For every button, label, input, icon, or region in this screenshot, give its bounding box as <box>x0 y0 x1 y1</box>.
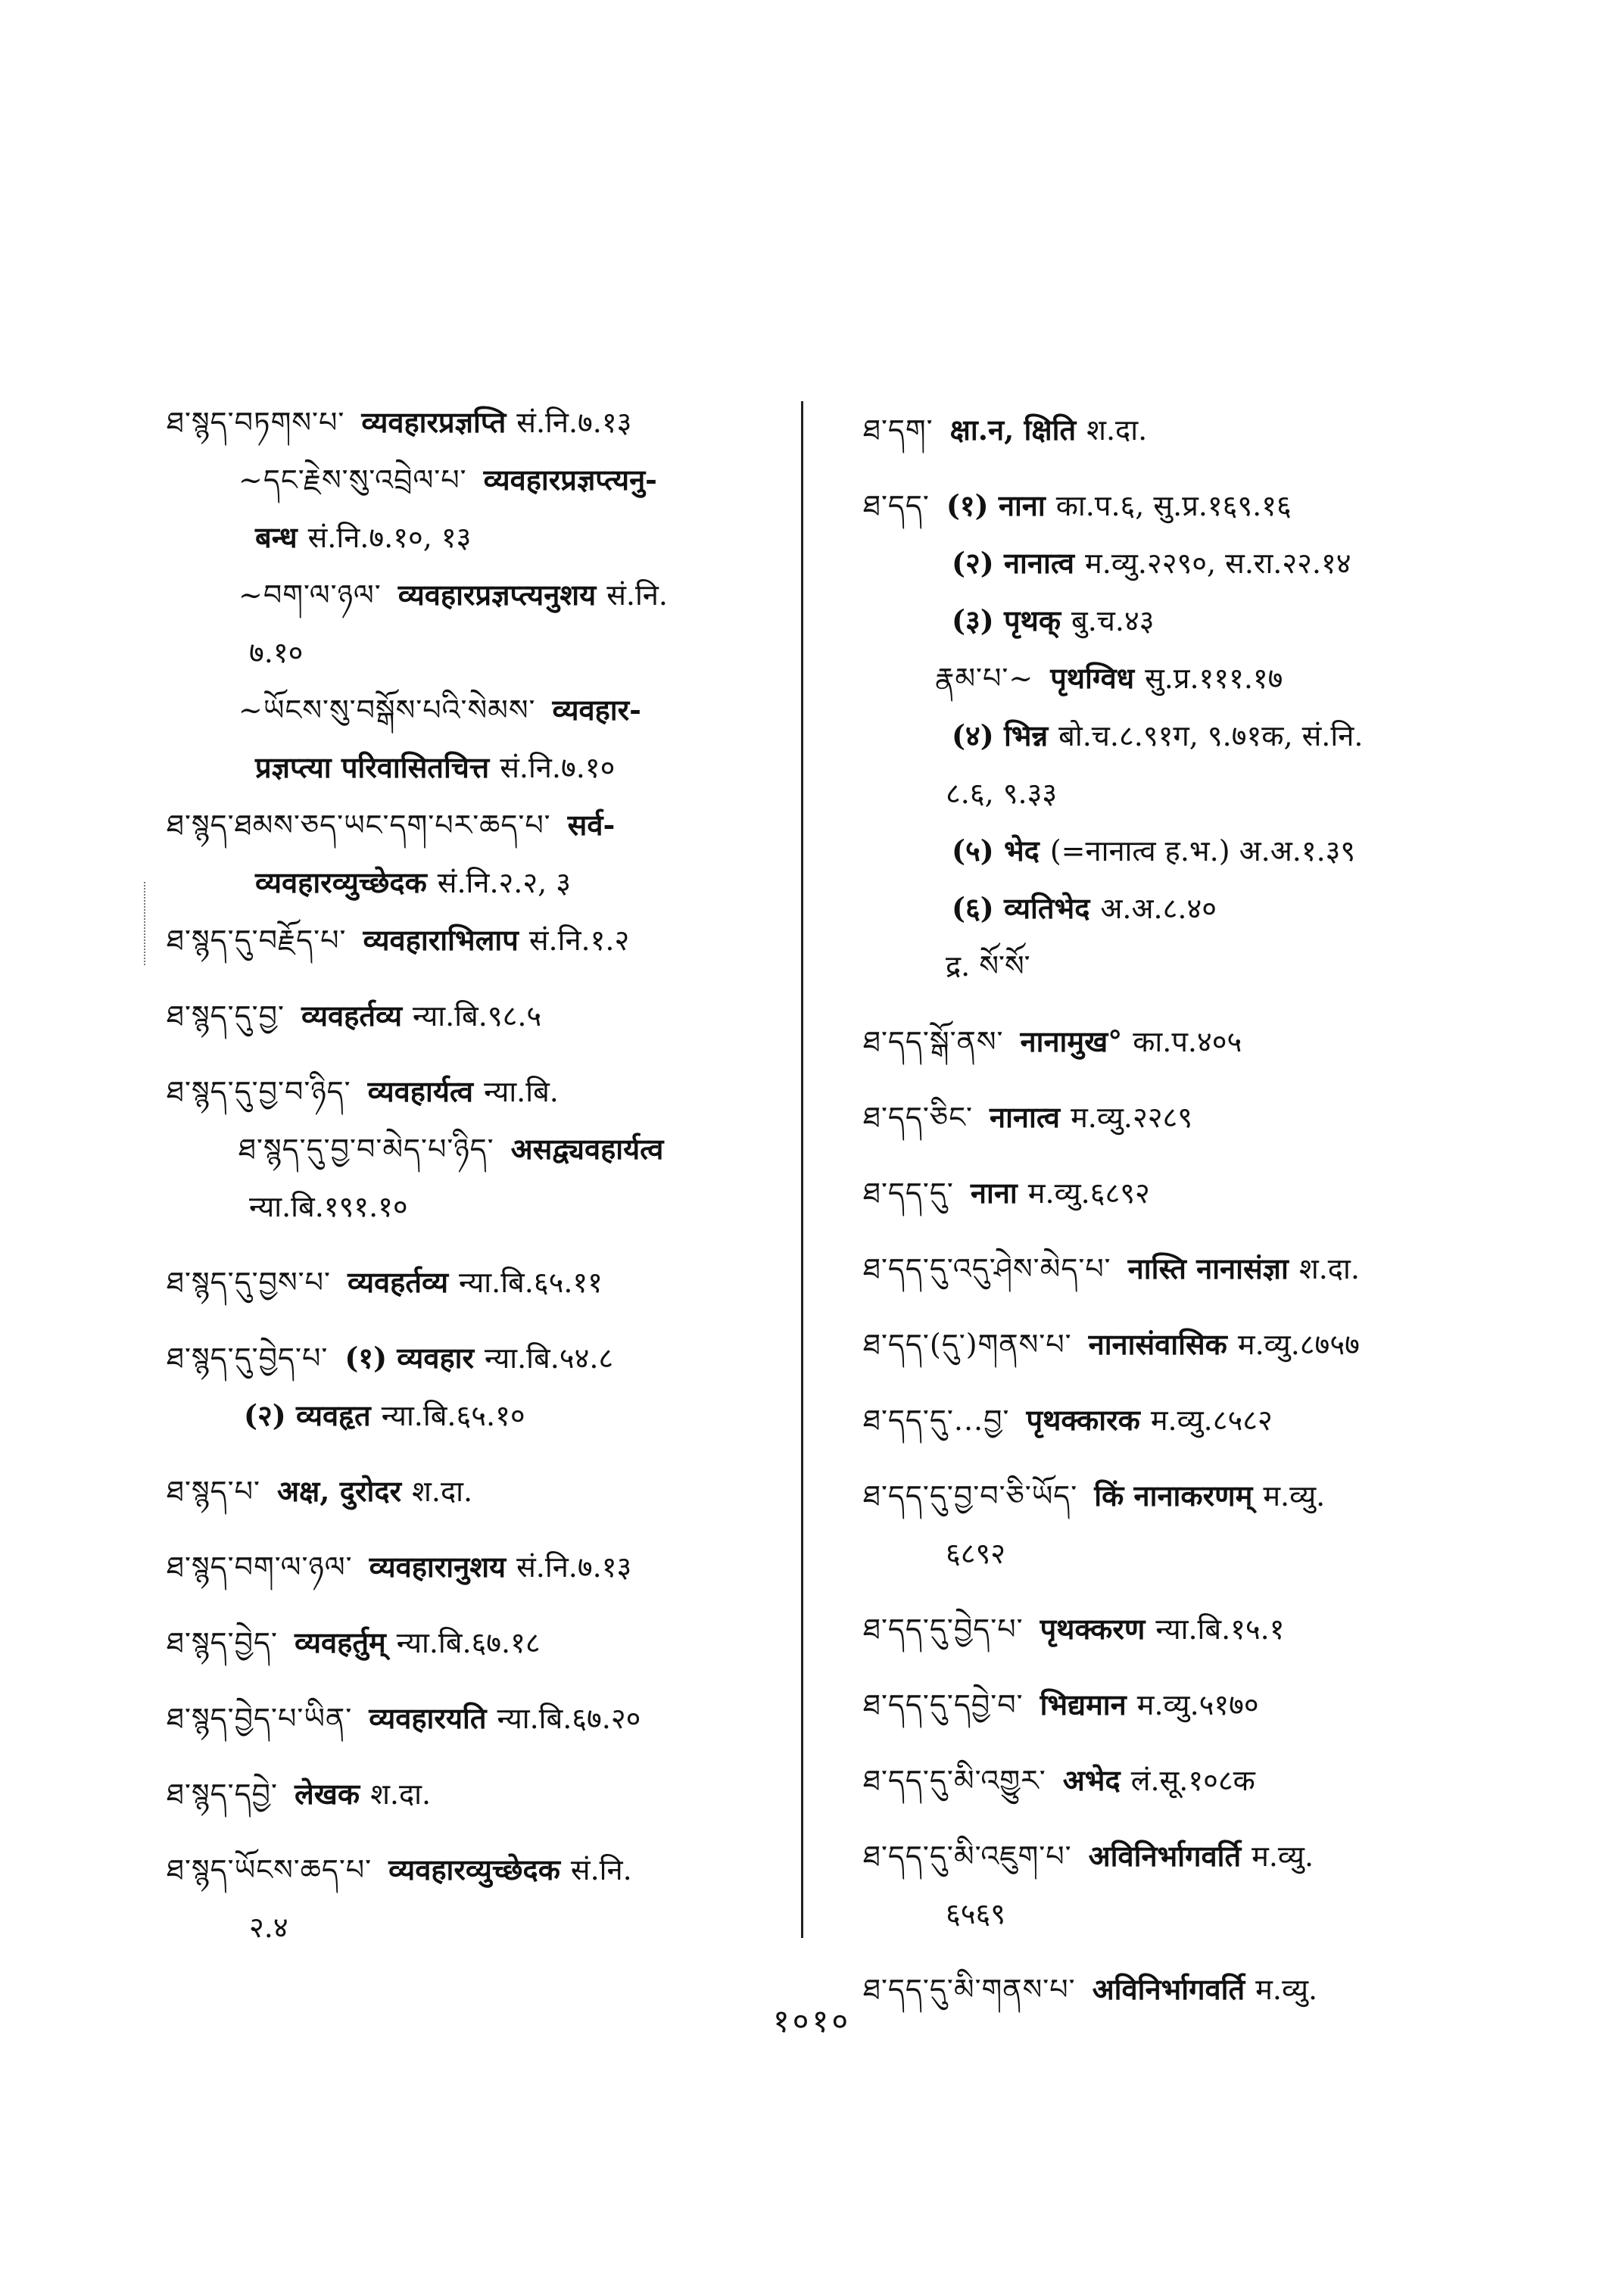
dictionary-entry <box>863 477 1484 534</box>
source-reference: सं.नि.७.१३ <box>516 406 632 439</box>
source-reference: न्या.बि.६५.११ <box>459 1266 603 1299</box>
dictionary-entry <box>167 1387 787 1444</box>
tibetan-headword: ཐ་དད་དུ་བྱེད་པ་ <box>863 1612 1024 1646</box>
source-reference: ८.६, ९.३३ <box>946 777 1058 810</box>
source-reference: म.व्यु. <box>1255 1973 1318 2006</box>
tibetan-headword: ཐ་སྙད་བྱེད་པ་ཡིན་ <box>167 1702 353 1735</box>
sanskrit-equivalent: लेखक <box>295 1777 360 1811</box>
sanskrit-equivalent: सर्व- <box>567 808 616 842</box>
source-reference: सं.नि. <box>570 1853 632 1886</box>
dictionary-entry <box>167 1841 787 1899</box>
source-reference: ६५६९ <box>946 1897 1006 1930</box>
source-reference: म.व्यु.२२९०, स.रा.२२.१४ <box>1085 547 1351 580</box>
sanskrit-equivalent: (२) व्यवहृत <box>244 1398 371 1432</box>
dictionary-entry <box>167 987 787 1045</box>
tibetan-headword: ཐ་དད་སྒོ་ནས་ <box>863 1025 1004 1058</box>
dictionary-entry <box>167 796 787 854</box>
tibetan-headword: ཐ་སྙད་དུ་བྱ་བ་མེད་པ་ཉིད་ <box>238 1132 494 1166</box>
dictionary-entry <box>863 1525 1484 1582</box>
tibetan-headword: ཐ་དད་དུ་མི་འགྱུར་ <box>863 1764 1046 1797</box>
dictionary-entry <box>863 1164 1484 1222</box>
sanskrit-equivalent: (१) व्यवहार <box>344 1341 475 1375</box>
tibetan-headword: ཐ་དད་དུ་...བྱ་ <box>863 1404 1010 1437</box>
sanskrit-equivalent: बन्ध <box>255 520 298 554</box>
source-reference: ६८९२ <box>946 1537 1006 1570</box>
source-reference: न्या.बि.६७.२० <box>497 1702 641 1735</box>
sanskrit-equivalent: व्यवहारप्रज्ञप्त्यनु- <box>483 463 657 497</box>
sanskrit-equivalent: व्यवहारप्रज्ञप्ति <box>361 405 507 439</box>
dictionary-entry <box>167 739 787 796</box>
source-reference: सं.नि.७.१०, १३ <box>307 521 472 554</box>
tibetan-headword: ཐ་དད་དུ་དབྱེ་བ་ <box>863 1688 1024 1721</box>
dictionary-entry <box>167 394 787 451</box>
source-reference: म.व्यु.८५८२ <box>1150 1404 1273 1437</box>
tibetan-headword: ཐ་དག་ <box>863 413 934 447</box>
dictionary-entry <box>167 566 787 624</box>
tibetan-headword: ~དང་རྗེས་སུ་འབྲེལ་པ་ <box>238 463 467 497</box>
tibetan-headword: ཐ་སྙད་ཡོངས་ཆད་པ་ <box>167 1853 372 1886</box>
sanskrit-equivalent: नास्ति नानासंज्ञा <box>1127 1251 1289 1285</box>
dictionary-entry <box>863 1089 1484 1146</box>
sanskrit-equivalent: नानामुख° <box>1020 1024 1123 1058</box>
source-reference: श.दा. <box>1298 1252 1360 1285</box>
dictionary-entry <box>863 1391 1484 1449</box>
sanskrit-equivalent: व्यवहार्यत्व <box>367 1074 474 1108</box>
source-reference: सं.नि.२.२, ३ <box>437 866 572 899</box>
source-reference: म.व्यु.६८९२ <box>1027 1176 1150 1210</box>
sanskrit-equivalent: प्रज्ञप्त्या परिवासितचित्त <box>255 750 490 784</box>
source-reference: सं.नि. <box>606 578 668 612</box>
source-reference: बु.च.४३ <box>1071 604 1155 637</box>
source-reference: बो.च.८.९१ग, ९.७१क, सं.नि. <box>1058 719 1364 752</box>
source-reference: अ.अ.८.४० <box>1100 892 1217 925</box>
sanskrit-equivalent: अभेद <box>1062 1763 1121 1797</box>
dictionary-entry <box>863 1316 1484 1373</box>
source-reference: द्र. སོ་སོ་ <box>946 949 1030 983</box>
sanskrit-equivalent: व्यवहर्तुम् <box>295 1625 386 1659</box>
sanskrit-equivalent: पृथक्कारक <box>1026 1403 1140 1437</box>
tibetan-headword: ~ཡོངས་སུ་བསྒོས་པའི་སེམས་ <box>238 693 536 727</box>
dictionary-entry <box>167 1899 787 1956</box>
tibetan-headword: ཐ་དད་དུ་བྱ་བ་ཅི་ཡོད་ <box>863 1479 1078 1513</box>
source-reference: (=नानात्व ह.भ.) अ.अ.१.३९ <box>1049 834 1356 868</box>
dictionary-entry <box>863 1013 1484 1070</box>
tibetan-headword: ཐ་སྙད་ཐམས་ཅད་ཡང་དག་པར་ཆད་པ་ <box>167 808 551 842</box>
left-column <box>167 394 787 1956</box>
source-reference: न्या.बि.१९१.१० <box>249 1190 408 1223</box>
sanskrit-equivalent: (४) भिन्न <box>952 718 1049 752</box>
source-reference: न्या.बि. <box>484 1075 559 1108</box>
margin-mark <box>144 882 147 965</box>
tibetan-headword: ཐ་སྙད་བཏགས་པ་ <box>167 406 345 439</box>
source-reference: श.दा. <box>370 1777 432 1811</box>
source-reference: न्या.बि.१५.१ <box>1155 1612 1285 1646</box>
dictionary-entry <box>863 880 1484 937</box>
dictionary-entry <box>863 1467 1484 1525</box>
source-reference: श.दा. <box>412 1475 473 1508</box>
dictionary-entry <box>863 1676 1484 1734</box>
sanskrit-equivalent: (३) पृथक् <box>952 603 1061 637</box>
sanskrit-equivalent: असद्व्यवहार्यत्व <box>510 1132 664 1166</box>
dictionary-entry <box>863 592 1484 650</box>
tibetan-headword: ཐ་དད་དུ་ <box>863 1176 954 1210</box>
sanskrit-equivalent: नाना <box>970 1176 1018 1210</box>
dictionary-entry <box>167 1765 787 1823</box>
dictionary-entry <box>863 1827 1484 1885</box>
sanskrit-equivalent: व्यवहारव्युच्छेदक <box>388 1852 560 1886</box>
tibetan-headword: ཐ་སྙད་དུ་བརྗོད་པ་ <box>167 924 347 957</box>
page-number: १०१० <box>772 2002 852 2039</box>
source-reference: सं.नि.७.१० <box>500 751 616 784</box>
source-reference: म.व्यु.५१७० <box>1136 1688 1259 1721</box>
tibetan-headword: ཐ་སྙད་དུ་བྱས་པ་ <box>167 1266 331 1299</box>
tibetan-headword: ཐ་སྙད་བྱེད་ <box>167 1626 279 1659</box>
tibetan-headword: ཐ་སྙད་དུ་བྱེད་པ་ <box>167 1341 329 1375</box>
sanskrit-equivalent: नानासंवासिक <box>1088 1327 1227 1361</box>
dictionary-entry <box>863 765 1484 822</box>
sanskrit-equivalent: अविनिर्भागवर्ति <box>1092 1972 1245 2006</box>
source-reference: का.प.६, सु.प्र.१६९.१६ <box>1055 489 1292 522</box>
sanskrit-equivalent: व्यवहारव्युच्छेदक <box>255 865 427 899</box>
source-reference: म.व्यु. <box>1252 1840 1314 1873</box>
sanskrit-equivalent: (५) भेद <box>952 833 1040 868</box>
column-divider <box>801 401 803 1938</box>
sanskrit-equivalent: नानात्व <box>990 1100 1061 1134</box>
sanskrit-equivalent: क्षा.न, क्षिति <box>949 413 1077 447</box>
dictionary-entry <box>863 937 1484 995</box>
dictionary-entry <box>863 1240 1484 1298</box>
source-reference: २.४ <box>249 1911 288 1944</box>
sanskrit-equivalent: (२) नानात्व <box>952 546 1075 580</box>
dictionary-entry <box>863 650 1484 707</box>
tibetan-headword: ཐ་དད་(དུ་)གནས་པ་ <box>863 1328 1072 1361</box>
dictionary-entry <box>167 1063 787 1120</box>
sanskrit-equivalent: अविनिर्भागवर्ति <box>1088 1839 1242 1873</box>
dictionary-entry <box>167 1538 787 1596</box>
sanskrit-equivalent: व्यवहारयति <box>369 1701 487 1735</box>
tibetan-headword: ཐ་དད་དུ་འདུ་ཤེས་མེད་པ་ <box>863 1252 1111 1285</box>
sanskrit-equivalent: (६) व्यतिभेद <box>952 891 1090 925</box>
tibetan-headword: ཐ་སྙད་པ་ <box>167 1475 261 1508</box>
dictionary-entry <box>167 854 787 911</box>
dictionary-entry <box>167 509 787 566</box>
sanskrit-equivalent: भिद्यमान <box>1040 1687 1127 1721</box>
tibetan-headword: ཐ་སྙད་དབྱེ་ <box>167 1777 279 1811</box>
dictionary-entry <box>167 1329 787 1387</box>
tibetan-headword: ཐ་དད་དུ་མི་འཇུག་པ་ <box>863 1840 1072 1873</box>
source-reference: म.व्यु. <box>1263 1479 1326 1513</box>
sanskrit-equivalent: व्यवहर्तव्य <box>301 999 403 1033</box>
tibetan-headword: ཐ་སྙད་བག་ལ་ཉལ་ <box>167 1550 353 1584</box>
source-reference: न्या.बि.५४.८ <box>485 1341 614 1375</box>
dictionary-entry <box>863 401 1484 459</box>
dictionary-entry <box>167 1690 787 1747</box>
source-reference: का.प.४०५ <box>1133 1025 1242 1058</box>
source-reference: न्या.बि.९८.५ <box>413 999 542 1033</box>
dictionary-entry <box>863 707 1484 765</box>
sanskrit-equivalent: व्यवहर्तव्य <box>347 1265 449 1299</box>
source-reference: न्या.बि.६७.१८ <box>396 1626 541 1659</box>
dictionary-entry <box>167 624 787 681</box>
sanskrit-equivalent: व्यवहारप्रज्ञप्त्यनुशय <box>397 578 597 612</box>
source-reference: सु.प्र.१११.१७ <box>1145 662 1283 695</box>
sanskrit-equivalent: व्यवहार- <box>552 693 641 727</box>
source-reference: ७.१० <box>249 636 304 669</box>
tibetan-headword: ~བག་ལ་ཉལ་ <box>238 578 382 612</box>
tibetan-headword: ཐ་དད་དུ་མི་གནས་པ་ <box>863 1973 1076 2006</box>
right-column <box>863 401 1484 2018</box>
dictionary-entry <box>863 1885 1484 1943</box>
sanskrit-equivalent: पृथग्विध <box>1050 661 1135 695</box>
sanskrit-equivalent: व्यवहारानुशय <box>369 1550 507 1584</box>
dictionary-entry <box>863 534 1484 592</box>
dictionary-entry <box>863 1600 1484 1658</box>
source-reference: सं.नि.१.२ <box>528 924 630 957</box>
dictionary-entry <box>167 911 787 969</box>
dictionary-entry <box>167 681 787 739</box>
tibetan-headword: རྣམ་པ་~ <box>935 662 1034 695</box>
dictionary-entry <box>167 1254 787 1311</box>
dictionary-entry <box>167 1178 787 1235</box>
tibetan-headword: ཐ་དད་ཅིང་ <box>863 1101 973 1134</box>
dictionary-entry <box>167 1614 787 1671</box>
source-reference: सं.नि.७.१३ <box>516 1550 632 1584</box>
dictionary-entry <box>167 1463 787 1520</box>
tibetan-headword: ཐ་སྙད་དུ་བྱ་ <box>167 999 285 1033</box>
dictionary-entry <box>863 822 1484 880</box>
dictionary-entry <box>167 451 787 509</box>
tibetan-headword: ཐ་དད་ <box>863 489 930 522</box>
sanskrit-equivalent: व्यवहाराभिलाप <box>363 923 519 957</box>
tibetan-headword: ཐ་སྙད་དུ་བྱ་བ་ཉིད་ <box>167 1075 351 1108</box>
source-reference: म.व्यु.२२८९ <box>1071 1101 1193 1134</box>
source-reference: न्या.बि.६५.१० <box>381 1399 525 1432</box>
sanskrit-equivalent: पृथक्करण <box>1040 1612 1146 1646</box>
source-reference: लं.सू.१०८क <box>1130 1764 1255 1797</box>
dictionary-entry <box>863 1752 1484 1809</box>
sanskrit-equivalent: (१) नाना <box>946 488 1046 522</box>
sanskrit-equivalent: किं नानाकरणम् <box>1094 1478 1253 1513</box>
dictionary-entry <box>167 1120 787 1178</box>
source-reference: श.दा. <box>1086 413 1148 447</box>
source-reference: म.व्यु.८७५७ <box>1237 1328 1360 1361</box>
sanskrit-equivalent: अक्ष, दुरोदर <box>277 1474 402 1508</box>
